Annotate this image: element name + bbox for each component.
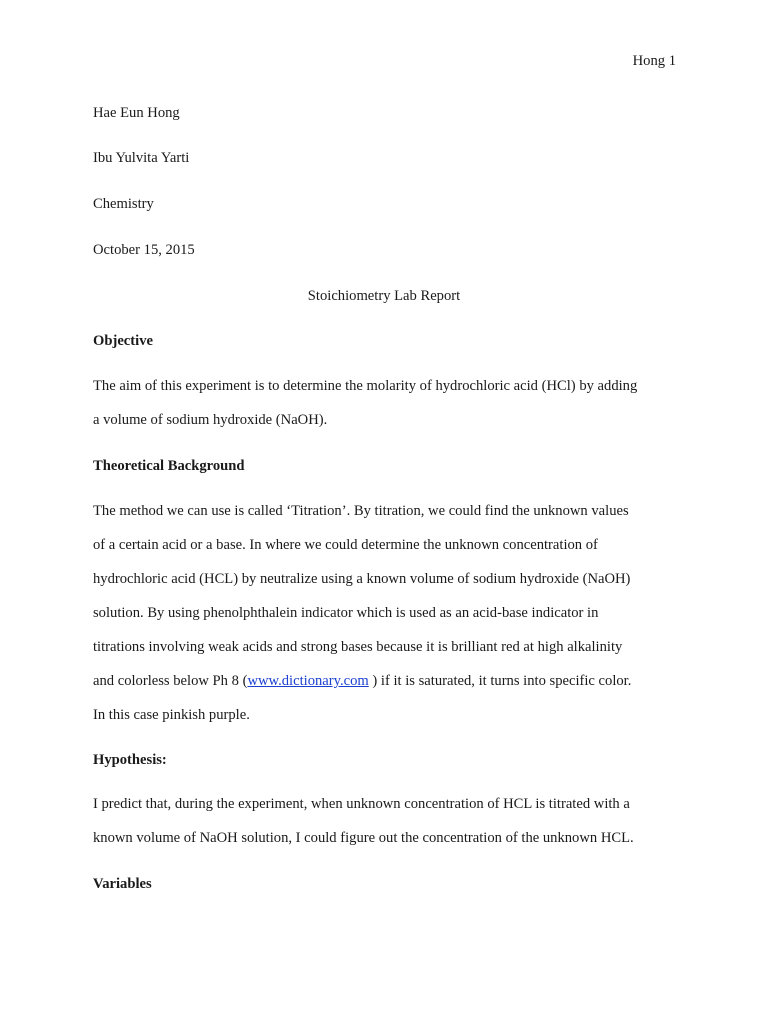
link-line-before: and colorless below Ph 8 ( xyxy=(93,673,248,689)
hypothesis-paragraph xyxy=(93,787,677,855)
paragraph-line: The aim of this experiment is to determine the molarity of hydrochloric acid (HCl) by adding xyxy=(93,378,638,394)
paragraph-line-with-link xyxy=(93,664,677,698)
objective-paragraph xyxy=(93,369,677,437)
background-heading: Theoretical Background xyxy=(93,458,245,474)
paragraph-line: solution. By using phenolphthalein indicator which is used as an acid-base indicator in xyxy=(93,605,599,621)
hypothesis-heading: Hypothesis: xyxy=(93,752,167,768)
author-name: Hae Eun Hong xyxy=(93,105,180,121)
link-line-after: ) if it is saturated, it turns into specific color. xyxy=(368,673,632,689)
running-header: Hong 1 xyxy=(632,53,676,69)
document-title: Stoichiometry Lab Report xyxy=(307,288,461,304)
paragraph-line: I predict that, during the experiment, when unknown concentration of HCL is titrated with a xyxy=(93,796,630,812)
dictionary-link[interactable]: www.dictionary.com xyxy=(247,673,369,689)
variables-heading: Variables xyxy=(93,876,152,892)
paragraph-line: known volume of NaOH solution, I could figure out the concentration of the unknown HCL. xyxy=(93,830,634,846)
paragraph-line: In this case pinkish purple. xyxy=(93,707,250,723)
instructor-name: Ibu Yulvita Yarti xyxy=(93,150,190,166)
paragraph-line: of a certain acid or a base. In where we could determine the unknown concentration of xyxy=(93,537,598,553)
paragraph-line: titrations involving weak acids and strong bases because it is brilliant red at high alkalinity xyxy=(93,639,623,655)
background-paragraph xyxy=(93,494,677,732)
date: October 15, 2015 xyxy=(93,242,195,258)
objective-heading: Objective xyxy=(93,333,153,349)
paragraph-line: hydrochloric acid (HCL) by neutralize using a known volume of sodium hydroxide (NaOH) xyxy=(93,571,631,587)
paragraph-line: a volume of sodium hydroxide (NaOH). xyxy=(93,412,328,428)
paragraph-line: The method we can use is called ‘Titration’. By titration, we could find the unknown values xyxy=(93,503,629,519)
subject: Chemistry xyxy=(93,196,154,212)
